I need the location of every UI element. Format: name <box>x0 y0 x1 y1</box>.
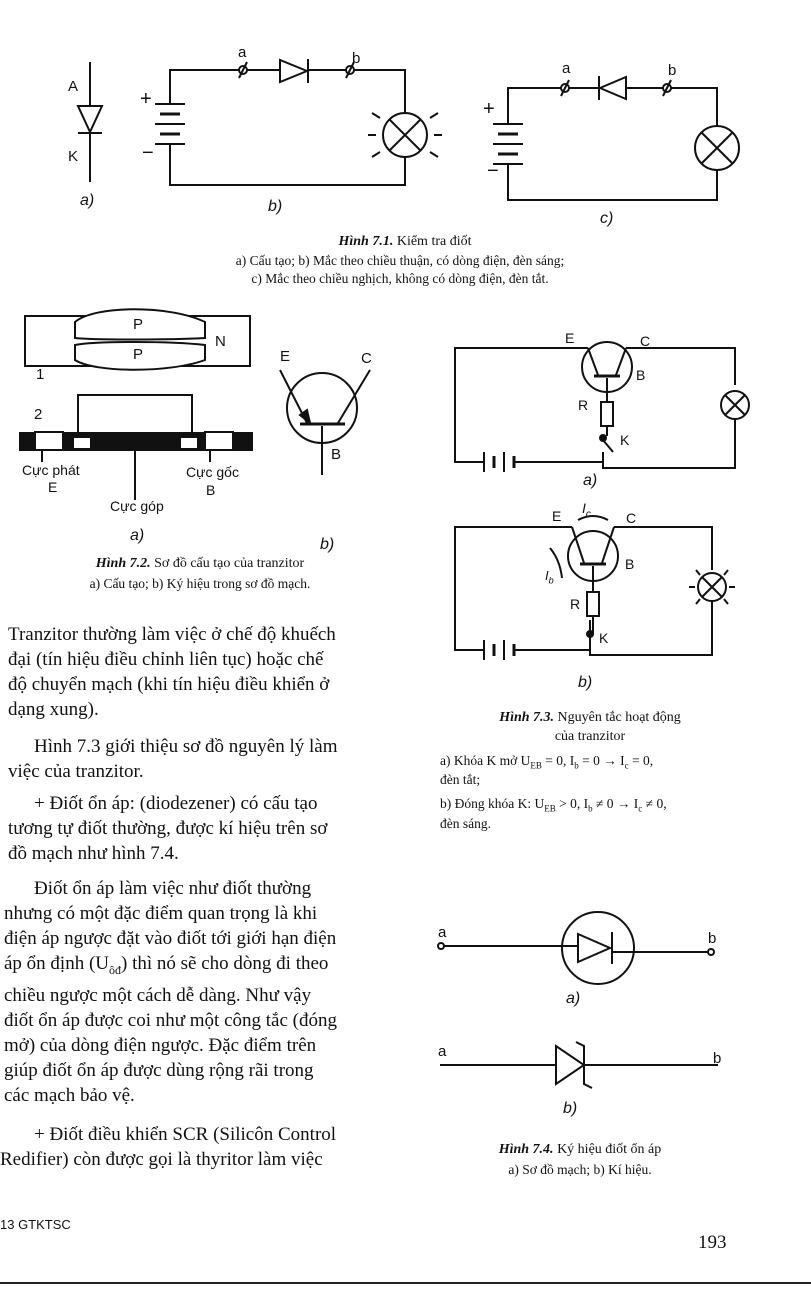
fig72-sym-b: B <box>331 446 342 463</box>
fig74-title-num: Hình 7.4. <box>498 1142 554 1157</box>
fig71-caption-1: a) Cấu tạo; b) Mắc theo chiều thuận, có dòng điện, đèn sáng; <box>235 253 565 268</box>
fig72-num-1: 1 <box>36 366 45 383</box>
fig73b-label-b: B <box>625 556 635 572</box>
fig73-note-a-1: a) Khóa K mở U <box>440 753 531 768</box>
fig73-note-a-line2: đèn tắt; <box>440 772 481 787</box>
fig73b-label-e: E <box>552 508 562 524</box>
fig74b-label-a: a <box>438 1043 447 1060</box>
fig71b-terminal-a: a <box>238 44 247 61</box>
fig71a-anode-label: A <box>68 78 79 95</box>
fig72-sym-e: E <box>280 348 291 365</box>
fig73a-label-b: B <box>636 367 646 383</box>
fig71-sub-b: b) <box>268 198 283 215</box>
fig73-note-a-2: = 0, I <box>541 753 575 768</box>
fig73b-label-k: K <box>599 630 609 646</box>
fig73-title-line2: của tranzitor <box>554 729 626 744</box>
fig72-num-2: 2 <box>34 406 43 423</box>
fig71-title-text: Kiểm tra điốt <box>396 234 472 249</box>
p2-line: việc của tranzitor. <box>8 761 144 782</box>
p3-line: tương tự điốt thường, được kí hiệu trên sơ <box>8 818 328 839</box>
fig73-note-a-sub2: b <box>574 760 579 771</box>
fig73-note-a-sub1: EB <box>530 760 542 771</box>
fig73a-label-k: K <box>620 432 630 448</box>
p4-line: Điốt ổn áp làm việc như điốt thường <box>34 878 312 899</box>
fig72-sub-b: b) <box>320 536 335 553</box>
fig71b-minus: − <box>142 142 154 164</box>
paragraph-2 <box>8 734 418 784</box>
fig73-note-b-1: b) Đóng khóa K: U <box>440 796 545 811</box>
fig73-note-b-sub2: b <box>588 803 593 814</box>
fig72-title-text: Sơ đồ cấu tạo của tranzitor <box>154 556 305 571</box>
fig71-title-num: Hình 7.1. <box>338 234 394 249</box>
fig72-title-num: Hình 7.2. <box>95 556 151 571</box>
fig71-caption-2: c) Mắc theo chiều nghịch, không có dòng điện, đèn tắt. <box>251 271 549 286</box>
fig74-caption: a) Sơ đồ mạch; b) Kí hiệu. <box>508 1162 652 1177</box>
footer-left: 13 GTKTSC <box>0 1217 71 1232</box>
fig74a-label-b: b <box>708 930 717 947</box>
paragraph-5 <box>0 1122 418 1172</box>
fig73-note-b-sub1: EB <box>544 803 556 814</box>
p4-line: giúp điốt ổn áp được dùng rộng rãi trong <box>4 1059 314 1081</box>
fig72-p-bottom-label: P <box>133 346 144 363</box>
fig72-sub-a: a) <box>130 527 145 544</box>
page-number: 193 <box>698 1232 727 1253</box>
fig73a-label-e: E <box>565 330 575 346</box>
p3-line: + Điốt ổn áp: (diodezener) có cấu tạo <box>34 793 318 814</box>
fig71b-terminal-b: b <box>352 50 361 67</box>
p2-line: Hình 7.3 giới thiệu sơ đồ nguyên lý làm <box>34 736 338 757</box>
p4-line: các mạch bảo vệ. <box>4 1084 135 1106</box>
fig71c-plus: + <box>483 98 495 120</box>
fig71b-plus: + <box>140 88 152 110</box>
p1-line: Tranzitor thường làm việc ở chế độ khuếch <box>8 624 336 645</box>
paragraph-4 <box>4 876 418 1108</box>
p5-line: + Điốt điều khiển SCR (Silicôn Control <box>34 1124 337 1145</box>
fig74-title <box>430 1142 730 1158</box>
p1-line: đại (tín hiệu điều chỉnh liên tục) hoặc chế <box>8 649 324 670</box>
fig72-base-symbol: B <box>206 482 216 498</box>
fig74-sub-a: a) <box>566 990 581 1007</box>
fig73b-label-r: R <box>570 596 581 612</box>
fig72-sym-c: C <box>361 350 372 367</box>
fig71c-terminal-b: b <box>668 62 677 79</box>
fig74a-diode-triangle <box>578 934 610 962</box>
fig72-collector-label: Cực góp <box>110 498 164 514</box>
fig73a-label-c: C <box>640 333 651 349</box>
fig72-emitter-symbol: E <box>48 479 58 495</box>
fig73b-label-c: C <box>626 510 637 526</box>
p4-line-sub: ôđ <box>109 962 122 977</box>
fig74b-diode-triangle <box>556 1046 584 1084</box>
fig73-note-b-3: ≠ 0 → I <box>592 796 639 811</box>
fig73-note-b-sub3: c <box>638 803 643 814</box>
p4-line: chiều ngược một cách dễ dàng. Như vậy <box>4 984 312 1006</box>
fig73-note-b-4: ≠ 0, <box>642 796 667 811</box>
fig73-note-b-2: > 0, I <box>555 796 589 811</box>
paragraph-1 <box>8 622 418 722</box>
fig71-sub-c: c) <box>600 210 614 227</box>
fig73b-label-ic-main: I <box>582 500 586 516</box>
fig73b-label-ib-sub: b <box>548 575 554 586</box>
p4-line: nhưng có một đặc điểm quan trọng là khi <box>4 903 318 924</box>
fig74b-label-b: b <box>713 1050 722 1067</box>
fig71-sub-a: a) <box>80 192 95 209</box>
fig71a-cathode-label: K <box>68 148 79 165</box>
p4-line-part: ) thì nó sẽ cho dòng đi theo <box>121 953 329 974</box>
fig73-sub-b: b) <box>578 674 593 691</box>
fig73-title-text: Nguyên tắc hoạt động <box>557 710 681 725</box>
fig72-caption: a) Cấu tạo; b) Ký hiệu trong sơ đồ mạch. <box>89 576 311 591</box>
fig72-n-label: N <box>215 333 226 350</box>
fig74-sub-b: b) <box>563 1100 578 1117</box>
fig74-title-text: Ký hiệu điốt ổn áp <box>557 1142 662 1157</box>
fig73b-label-ic-sub: c <box>585 508 591 520</box>
fig74a-label-a: a <box>438 924 447 941</box>
fig73-sub-a: a) <box>583 472 598 489</box>
fig73-note-b-line2: đèn sáng. <box>440 816 491 831</box>
p4-line: điện áp ngược đặt vào điốt tới giới hạn điện <box>4 928 337 949</box>
page-bottom-rule <box>0 1282 811 1284</box>
paragraph-3 <box>8 791 418 866</box>
fig72-p-top-label: P <box>133 316 144 333</box>
p4-line-part: áp ổn định (U <box>4 953 110 974</box>
fig73a-label-r: R <box>578 397 589 413</box>
fig73-note-a-4: = 0, <box>628 753 654 768</box>
fig73b-label-ib-main: I <box>545 568 549 583</box>
p3-line: đồ mạch như hình 7.4. <box>8 843 179 864</box>
fig73-title-num: Hình 7.3. <box>499 710 555 725</box>
fig71c-terminal-a: a <box>562 60 571 77</box>
fig72-base-label: Cực gốc <box>186 464 239 480</box>
p4-line: mở) của dòng điện ngược. Đặc điểm trên <box>4 1034 317 1056</box>
p4-line: điốt ổn áp được coi như một công tắc (đóng <box>4 1009 337 1031</box>
p1-line: độ chuyển mạch (khi tín hiệu điều khiển ở <box>8 674 330 695</box>
p1-line: dạng xung). <box>8 699 99 720</box>
fig72-emitter-label: Cực phát <box>22 462 80 478</box>
p5-line: Redifier) còn được gọi là thyritor làm việc <box>0 1149 323 1170</box>
fig71c-minus: − <box>487 160 499 182</box>
fig73-note-a-3: = 0 → I <box>578 753 625 768</box>
fig73-note-a-sub3: c <box>624 760 629 771</box>
p4-line-with-sub <box>4 951 418 983</box>
fig74a-circle <box>562 912 634 984</box>
